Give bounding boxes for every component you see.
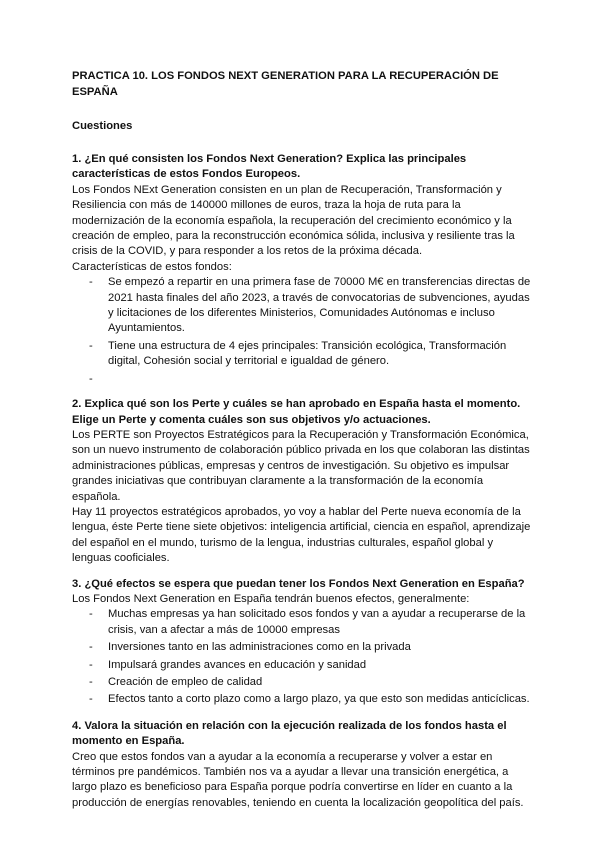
answer-paragraph: Características de estos fondos: [72,260,232,273]
question-section-1 [72,152,534,387]
list-item: - Muchas empresas ya han solicitado esos fondos y van a ayudar a recuperarse de la crisis, van a afectar a más de 10000 empresas [108,607,534,638]
document-title: PRACTICA 10. LOS FONDOS NEXT GENERATION PARA LA RECUPERACIÓN DE ESPAÑA [72,70,499,98]
answer-paragraph: Los PERTE son Proyectos Estratégicos para la Recuperación y Transformación Económica, son un nuevo instrumento de colaboración público privada en los que colaboran las distintas administraciones públicas, empresas y centros de investigación. Su objetivo es impulsar grandes iniciativas que contribuyan claramente a la transformación de la economía española. [72,428,530,503]
question-section-4 [72,719,534,811]
answer-paragraph: Los Fondos NExt Generation consisten en un plan de Recuperación, Transformación y Resiliencia con más de 140000 millones de euros, traza la hoja de ruta para la modernización de la economía española, la recuperación del crecimiento económico y la creación de empleo, para la reconstrucción económica sólida, inclusiva y resiliente tras la crisis de la COVID, y para responder a los retos de la próxima década. [72,183,515,258]
question-heading: 2. Explica qué son los Perte y cuáles se han aprobado en España hasta el momento. Elige un Perte y comenta cuáles son sus objetivos y/o actuaciones. [72,398,521,426]
answer-paragraph: Hay 11 proyectos estratégicos aprobados, yo voy a hablar del Perte nueva economía de la lengua, éste Perte tiene siete objetivos: inteligencia artificial, ciencia en español, aprendizaje del español en el mundo, turismo de la lengua, industrias culturales, español global y lenguas cooficiales. [72,505,531,565]
question-heading: 3. ¿Qué efectos se espera que puedan tener los Fondos Next Generation en España? [72,577,525,590]
question-section-2 [72,397,534,566]
answer-paragraph: Creo que estos fondos van a ayudar a la economía a recuperarse y volver a estar en términos pre pandémicos. También nos va a ayudar a llevar una transición energética, a largo plazo es beneficioso para España porque podría convertirse en líder en cuanto a la producción de energías renovables, teniendo en cuenta la localización geopolítica del país. [72,750,524,809]
list-item: - Inversiones tanto en las administraciones como en la privada [108,640,534,655]
question-heading: 4. Valora la situación en relación con la ejecución realizada de los fondos hasta el momento en España. [72,719,507,748]
question-section-3 [72,577,534,708]
list-item: - Impulsará grandes avances en educación y sanidad [108,658,534,673]
list-item [108,372,534,387]
list-item: - Se empezó a repartir en una primera fase de 70000 M€ en transferencias directas de 2021 hasta finales del año 2023, a través de convocatorias de subvenciones, ayudas y licitaciones de los diferentes Ministerios, Comunidades Autónomas e incluso Ayuntamientos. [108,275,534,337]
section-heading-cuestiones: Cuestiones [72,120,133,132]
list-item: - Creación de empleo de calidad [108,675,534,690]
list-item: - Efectos tanto a corto plazo como a largo plazo, ya que esto son medidas anticíclicas. [108,692,534,707]
answer-paragraph: Los Fondos Next Generation en España tendrán buenos efectos, generalmente: [72,592,470,605]
list-item: - Tiene una estructura de 4 ejes principales: Transición ecológica, Transformación digital, Cohesión social y territorial e igualdad de género. [108,339,534,370]
bullet-list [72,607,534,707]
bullet-list [72,275,534,387]
document-page [72,68,534,811]
question-heading: 1. ¿En qué consisten los Fondos Next Generation? Explica las principales características de estos Fondos Europeos. [72,153,467,181]
